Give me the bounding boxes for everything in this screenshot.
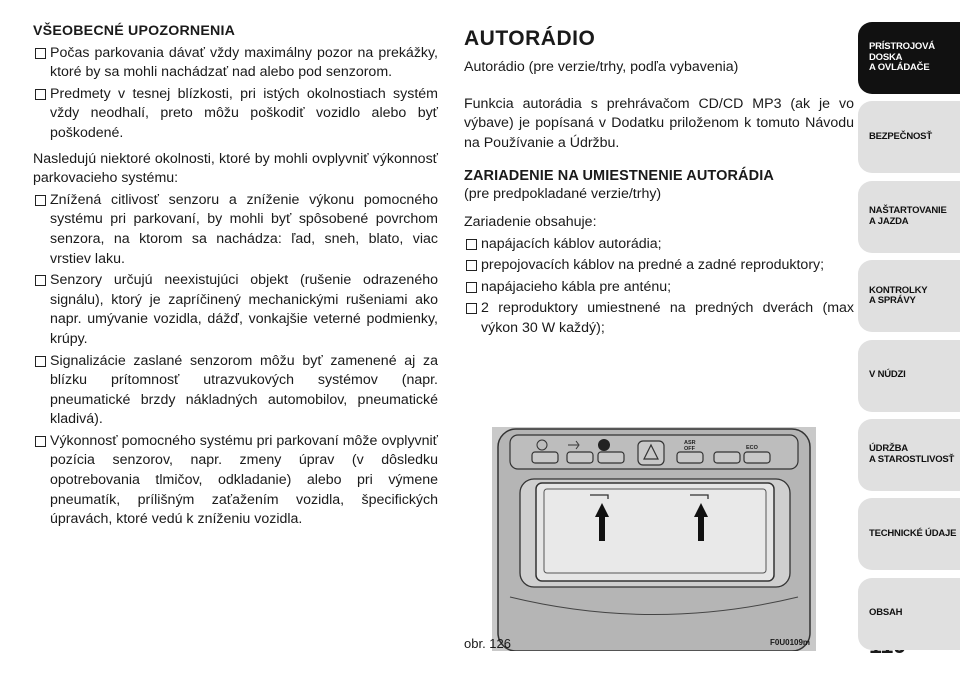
paragraph: Autorádio (pre verzie/trhy, podľa vybavenia) <box>464 59 739 75</box>
figure-code: F0U0109m <box>770 638 811 647</box>
tab-obsah[interactable]: OBSAH <box>858 578 960 650</box>
contents-list <box>464 235 854 339</box>
asr-label: ASR <box>684 440 696 446</box>
list-item: Znížená citlivosť senzoru a zníženie výkonu pomocného systému pri parkovaní, by mohli byť spôsobené povrchom senzora, na ktorom sa nachádza: ľad, sneh, blato, viac vrstiev laku. <box>33 191 438 269</box>
list-item: Predmety v tesnej blízkosti, pri istých okolnostiach systém vždy neodhalí, preto môžu poškodiť vozidlo alebo byť poškodené. <box>33 85 438 144</box>
list-item: 2 reproduktory umiestnené na predných dverách (max výkon 30 W každý); <box>464 299 854 338</box>
section-heading: VŠEOBECNÉ UPOZORNENIA <box>33 23 236 39</box>
page-title: AUTORÁDIO <box>464 27 596 50</box>
radio-housing-figure <box>492 427 816 651</box>
tab-nastartovanie[interactable]: NAŠTARTOVANIE A JAZDA <box>858 181 960 253</box>
right-column <box>464 26 854 341</box>
off-label: OFF <box>684 446 695 452</box>
circumstances-list <box>33 191 438 530</box>
eco-label: ECO <box>746 445 758 451</box>
tab-kontrolky[interactable]: KONTROLKY A SPRÁVY <box>858 260 960 332</box>
paragraph: Nasledujú niektoré okolnosti, ktoré by mohli ovplyvniť výkonnosť parkovacieho systému: <box>33 150 438 187</box>
chapter-sidebar <box>858 22 960 657</box>
section-heading: ZARIADENIE NA UMIESTNENIE AUTORÁDIA <box>464 168 774 185</box>
tab-technicke-udaje[interactable]: TECHNICKÉ ÚDAJE <box>858 498 960 570</box>
list-item: Signalizácie zaslané senzorom môžu byť zamenené aj za blízku prítomnosť utrazvukových systémov (napr. pneumatické brzdy nákladných automobilov, pneumatické kladivá). <box>33 352 438 430</box>
list-item: napájacieho kábla pre anténu; <box>464 278 854 298</box>
list-item: Výkonnosť pomocného systému pri parkovaní môže ovplyvniť pozícia senzorov, napr. zmeny úprav (v dôsledku opotrebovania tlmičov, odkladanie) alebo pri výmene pneumatík, prílišným zaťažením vozidla, špecifických úpravách, ktoré vedú k zníženiu vozidla. <box>33 432 438 530</box>
list-item: Senzory určujú neexistujúci objekt (rušenie odrazeného signálu), ktorý je zapríčinený mechanickými rušeniami ako napr. umývanie vozidla, dážď, vonkajšie veterné podmienky, krúpy. <box>33 271 438 349</box>
tab-bezpecnost[interactable]: BEZPEČNOSŤ <box>858 101 960 173</box>
figure-caption: obr. 126 <box>464 636 511 651</box>
warning-list <box>33 44 438 144</box>
paragraph: Zariadenie obsahuje: <box>464 213 597 230</box>
tab-v-nudzi[interactable]: V NÚDZI <box>858 340 960 412</box>
list-item: prepojovacích káblov na predné a zadné reproduktory; <box>464 256 854 276</box>
tab-udrzba[interactable]: ÚDRŽBA A STAROSTLIVOSŤ <box>858 419 960 491</box>
list-item: napájacích káblov autorádia; <box>464 235 854 255</box>
left-column <box>33 22 438 532</box>
radio-housing-illustration <box>492 427 816 651</box>
list-item: Počas parkovania dávať vždy maximálny pozor na prekážky, ktoré by sa mohli nachádzať nad alebo pod senzorom. <box>33 44 438 83</box>
section-note: (pre predpokladané verzie/trhy) <box>464 186 662 203</box>
paragraph: Funkcia autorádia s prehrávačom CD/CD MP3 (ak je vo výbave) je popísaná v Dodatku priloženom k tomuto Návodu na Používanie a Údržbu. <box>464 95 854 151</box>
tab-pristrojova-doska[interactable]: PRÍSTROJOVÁ DOSKA A OVLÁDAČE <box>858 22 960 94</box>
